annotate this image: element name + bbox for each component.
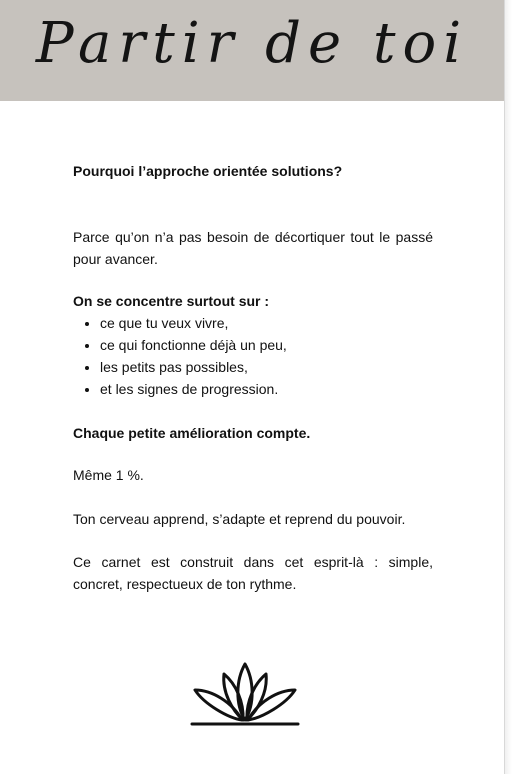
emphasis-heading: Chaque petite amélioration compte. xyxy=(73,425,311,441)
header-band xyxy=(0,0,504,101)
list-item: • les petits pas possibles, xyxy=(100,356,433,378)
body-content xyxy=(73,160,433,595)
page-edge xyxy=(505,0,512,774)
question-heading: Pourquoi l’approche orientée solutions? xyxy=(73,163,343,179)
closing-paragraph: Ce carnet est construit dans cet esprit-là : simple, concret, respectueux de ton rythme. xyxy=(73,554,433,592)
intro-paragraph: Parce qu’on n’a pas besoin de décortiquer tout le passé pour avancer. xyxy=(73,229,433,267)
page-title: Partir de toi xyxy=(35,11,469,76)
list-item: • ce que tu veux vivre, xyxy=(100,312,433,334)
list-item: • ce qui fonctionne déjà un peu, xyxy=(100,334,433,356)
percent-line: Même 1 %. xyxy=(73,467,144,483)
list-item: • et les signes de progression. xyxy=(100,378,433,400)
focus-heading: On se concentre surtout sur : xyxy=(73,293,270,309)
focus-list xyxy=(73,312,433,400)
lotus-icon xyxy=(190,660,300,726)
brain-paragraph: Ton cerveau apprend, s’adapte et reprend du pouvoir. xyxy=(73,511,406,527)
